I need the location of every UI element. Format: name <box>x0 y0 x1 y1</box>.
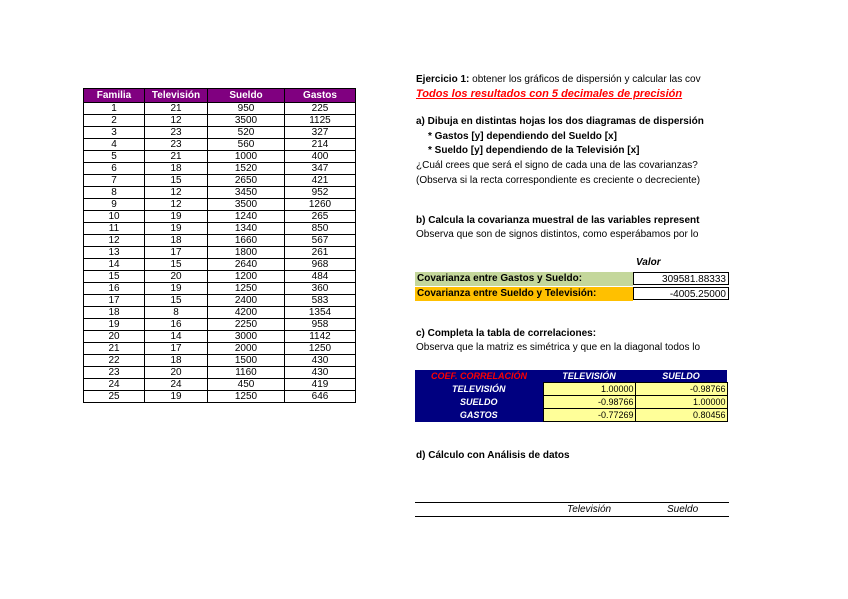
table-cell[interactable]: 15 <box>145 259 208 271</box>
table-cell[interactable]: 400 <box>285 151 356 163</box>
table-cell[interactable]: 3 <box>84 127 145 139</box>
table-cell[interactable]: 20 <box>145 367 208 379</box>
table-cell[interactable]: 25 <box>84 391 145 403</box>
table-row <box>84 223 356 235</box>
table-cell[interactable]: 22 <box>84 355 145 367</box>
header-television: Televisión <box>145 89 208 103</box>
table-cell[interactable]: 15 <box>145 295 208 307</box>
part-a-item1: * Gastos [y] dependiendo del Sueldo [x] <box>428 131 617 142</box>
table-row <box>84 259 356 271</box>
table-cell[interactable]: 567 <box>285 235 356 247</box>
family-data-table <box>83 88 356 403</box>
table-row <box>84 283 356 295</box>
table-cell[interactable]: 15 <box>84 271 145 283</box>
correlation-row-label: GASTOS <box>415 409 543 422</box>
analysis-col-television: Televisión <box>567 504 612 515</box>
correlation-row-label: SUELDO <box>415 396 543 409</box>
table-cell[interactable]: 968 <box>285 259 356 271</box>
correlation-cell[interactable]: 1.00000 <box>543 383 635 396</box>
table-cell[interactable]: 430 <box>285 355 356 367</box>
table-body <box>84 103 356 403</box>
table-cell[interactable]: 19 <box>145 391 208 403</box>
table-cell[interactable]: 450 <box>208 379 285 391</box>
exercise-description: obtener los gráficos de dispersión y calcular las cov <box>469 74 701 85</box>
table-cell[interactable]: 1800 <box>208 247 285 259</box>
table-cell[interactable]: 12 <box>145 115 208 127</box>
table-cell[interactable]: 16 <box>84 283 145 295</box>
correlation-header-row <box>415 370 727 383</box>
table-row <box>84 319 356 331</box>
correlation-cell[interactable]: 0.80456 <box>635 409 727 422</box>
table-row <box>84 379 356 391</box>
covariance-row-gastos-sueldo <box>415 272 729 286</box>
part-b-title: b) Calcula la covarianza muestral de las variables represent <box>416 215 700 226</box>
table-cell[interactable]: 14 <box>84 259 145 271</box>
table-cell[interactable]: 17 <box>84 295 145 307</box>
table-cell[interactable]: 6 <box>84 163 145 175</box>
table-cell[interactable]: 3000 <box>208 331 285 343</box>
part-d-title: d) Cálculo con Análisis de datos <box>416 450 570 461</box>
table-row <box>84 187 356 199</box>
table-cell[interactable]: 1 <box>84 103 145 115</box>
exercise-label: Ejercicio 1: <box>416 74 470 85</box>
table-cell[interactable]: 18 <box>145 163 208 175</box>
table-cell[interactable]: 1260 <box>285 199 356 211</box>
correlation-row <box>415 409 727 422</box>
table-cell[interactable]: 3500 <box>208 199 285 211</box>
table-cell[interactable]: 19 <box>145 211 208 223</box>
table-cell[interactable]: 14 <box>145 331 208 343</box>
part-a-title: a) Dibuja en distintas hojas los dos diagramas de dispersión <box>416 116 704 127</box>
table-cell[interactable]: 1340 <box>208 223 285 235</box>
table-cell[interactable]: 583 <box>285 295 356 307</box>
table-row <box>84 391 356 403</box>
table-cell[interactable]: 17 <box>145 247 208 259</box>
table-row <box>84 235 356 247</box>
table-cell[interactable]: 2 <box>84 115 145 127</box>
table-cell[interactable]: 23 <box>84 367 145 379</box>
table-cell[interactable]: 23 <box>145 139 208 151</box>
table-cell[interactable]: 11 <box>84 223 145 235</box>
covariance-label: Covarianza entre Sueldo y Televisión: <box>415 287 633 301</box>
correlation-cell[interactable]: 1.00000 <box>635 396 727 409</box>
value-header: Valor <box>636 257 661 268</box>
table-cell[interactable]: 520 <box>208 127 285 139</box>
table-row <box>84 211 356 223</box>
table-cell[interactable]: 12 <box>84 235 145 247</box>
table-cell[interactable]: 1240 <box>208 211 285 223</box>
part-a-hint: (Observa si la recta correspondiente es creciente o decreciente) <box>416 175 701 186</box>
table-row <box>84 247 356 259</box>
table-cell[interactable]: 1250 <box>208 391 285 403</box>
part-a-question: ¿Cuál crees que será el signo de cada una de las covarianzas? <box>416 160 698 171</box>
table-cell[interactable]: 18 <box>84 307 145 319</box>
table-row <box>84 115 356 127</box>
table-row <box>84 331 356 343</box>
header-gastos: Gastos <box>285 89 356 103</box>
table-cell[interactable]: 2640 <box>208 259 285 271</box>
table-cell[interactable]: 958 <box>285 319 356 331</box>
table-row <box>84 343 356 355</box>
part-c-title: c) Completa la tabla de correlaciones: <box>416 328 597 339</box>
table-cell[interactable]: 3500 <box>208 115 285 127</box>
table-cell[interactable]: 5 <box>84 151 145 163</box>
table-cell[interactable]: 18 <box>145 355 208 367</box>
table-cell[interactable]: 12 <box>145 199 208 211</box>
table-row <box>84 199 356 211</box>
table-cell[interactable]: 10 <box>84 211 145 223</box>
correlation-row <box>415 383 727 396</box>
table-cell[interactable]: 19 <box>145 223 208 235</box>
table-cell[interactable]: 2250 <box>208 319 285 331</box>
table-cell[interactable]: 560 <box>208 139 285 151</box>
table-cell[interactable]: 19 <box>145 283 208 295</box>
table-cell[interactable]: 17 <box>145 343 208 355</box>
table-row <box>84 139 356 151</box>
table-cell[interactable]: 347 <box>285 163 356 175</box>
correlation-cell[interactable]: -0.77269 <box>543 409 635 422</box>
table-cell[interactable]: 1000 <box>208 151 285 163</box>
table-cell[interactable]: 1500 <box>208 355 285 367</box>
table-cell[interactable]: 15 <box>145 175 208 187</box>
table-cell[interactable]: 1250 <box>208 283 285 295</box>
exercise-header <box>416 74 730 85</box>
table-cell[interactable]: 421 <box>285 175 356 187</box>
part-c-note: Observa que la matriz es simétrica y que en la diagonal todos lo <box>416 342 701 353</box>
correlation-cell[interactable]: -0.98766 <box>635 383 727 396</box>
table-cell[interactable]: 4200 <box>208 307 285 319</box>
table-row <box>84 175 356 187</box>
table-cell[interactable]: 1160 <box>208 367 285 379</box>
analysis-table-top-border <box>415 502 729 503</box>
table-row <box>84 271 356 283</box>
part-a-item2: * Sueldo [y] dependiendo de la Televisión [x] <box>428 145 640 156</box>
table-row <box>84 307 356 319</box>
table-cell[interactable]: 430 <box>285 367 356 379</box>
header-familia: Familia <box>84 89 145 103</box>
table-header-row <box>84 89 356 103</box>
table-cell[interactable]: 360 <box>285 283 356 295</box>
correlation-col-sueldo: SUELDO <box>635 370 727 383</box>
table-cell[interactable]: 21 <box>84 343 145 355</box>
table-cell[interactable]: 9 <box>84 199 145 211</box>
header-sueldo: Sueldo <box>208 89 285 103</box>
table-cell[interactable]: 7 <box>84 175 145 187</box>
table-cell[interactable]: 18 <box>145 235 208 247</box>
table-cell[interactable]: 1520 <box>208 163 285 175</box>
correlation-row <box>415 396 727 409</box>
table-cell[interactable]: 850 <box>285 223 356 235</box>
table-cell[interactable]: 19 <box>84 319 145 331</box>
analysis-table-header-border <box>415 516 729 517</box>
table-cell[interactable]: 327 <box>285 127 356 139</box>
part-b-note: Observa que son de signos distintos, como esperábamos por lo <box>416 229 699 240</box>
table-cell[interactable]: 225 <box>285 103 356 115</box>
table-row <box>84 151 356 163</box>
table-cell[interactable]: 1354 <box>285 307 356 319</box>
table-cell[interactable]: 2000 <box>208 343 285 355</box>
table-cell[interactable]: 3450 <box>208 187 285 199</box>
table-cell[interactable]: 8 <box>145 307 208 319</box>
covariance-label: Covarianza entre Gastos y Sueldo: <box>415 272 633 286</box>
table-cell[interactable]: 646 <box>285 391 356 403</box>
table-row <box>84 103 356 115</box>
table-cell[interactable]: 1200 <box>208 271 285 283</box>
table-row <box>84 367 356 379</box>
table-cell[interactable]: 21 <box>145 151 208 163</box>
correlation-table <box>415 370 728 422</box>
table-cell[interactable]: 950 <box>208 103 285 115</box>
table-cell[interactable]: 2650 <box>208 175 285 187</box>
table-cell[interactable]: 1125 <box>285 115 356 127</box>
correlation-corner-label: COEF. CORRELACIÓN <box>415 370 543 383</box>
covariance-value-cell[interactable]: 309581.88333 <box>633 272 729 285</box>
table-cell[interactable]: 484 <box>285 271 356 283</box>
table-cell[interactable]: 16 <box>145 319 208 331</box>
table-cell[interactable]: 21 <box>145 103 208 115</box>
table-cell[interactable]: 24 <box>145 379 208 391</box>
covariance-row-sueldo-television <box>415 287 729 301</box>
correlation-row-label: TELEVISIÓN <box>415 383 543 396</box>
table-row <box>84 163 356 175</box>
precision-note: Todos los resultados con 5 decimales de precisión <box>416 88 683 100</box>
correlation-col-television: TELEVISIÓN <box>543 370 635 383</box>
table-cell[interactable]: 8 <box>84 187 145 199</box>
table-cell[interactable]: 1142 <box>285 331 356 343</box>
table-cell[interactable]: 1250 <box>285 343 356 355</box>
table-cell[interactable]: 2400 <box>208 295 285 307</box>
table-row <box>84 295 356 307</box>
table-row <box>84 127 356 139</box>
correlation-cell[interactable]: -0.98766 <box>543 396 635 409</box>
table-cell[interactable]: 1660 <box>208 235 285 247</box>
table-cell[interactable]: 419 <box>285 379 356 391</box>
table-cell[interactable]: 952 <box>285 187 356 199</box>
table-cell[interactable]: 24 <box>84 379 145 391</box>
table-cell[interactable]: 20 <box>145 271 208 283</box>
table-cell[interactable]: 4 <box>84 139 145 151</box>
table-cell[interactable]: 265 <box>285 211 356 223</box>
table-cell[interactable]: 20 <box>84 331 145 343</box>
table-cell[interactable]: 13 <box>84 247 145 259</box>
table-row <box>84 355 356 367</box>
analysis-col-sueldo: Sueldo <box>667 504 699 515</box>
table-cell[interactable]: 214 <box>285 139 356 151</box>
table-cell[interactable]: 12 <box>145 187 208 199</box>
covariance-value-cell[interactable]: -4005.25000 <box>633 287 729 300</box>
table-cell[interactable]: 23 <box>145 127 208 139</box>
table-cell[interactable]: 261 <box>285 247 356 259</box>
